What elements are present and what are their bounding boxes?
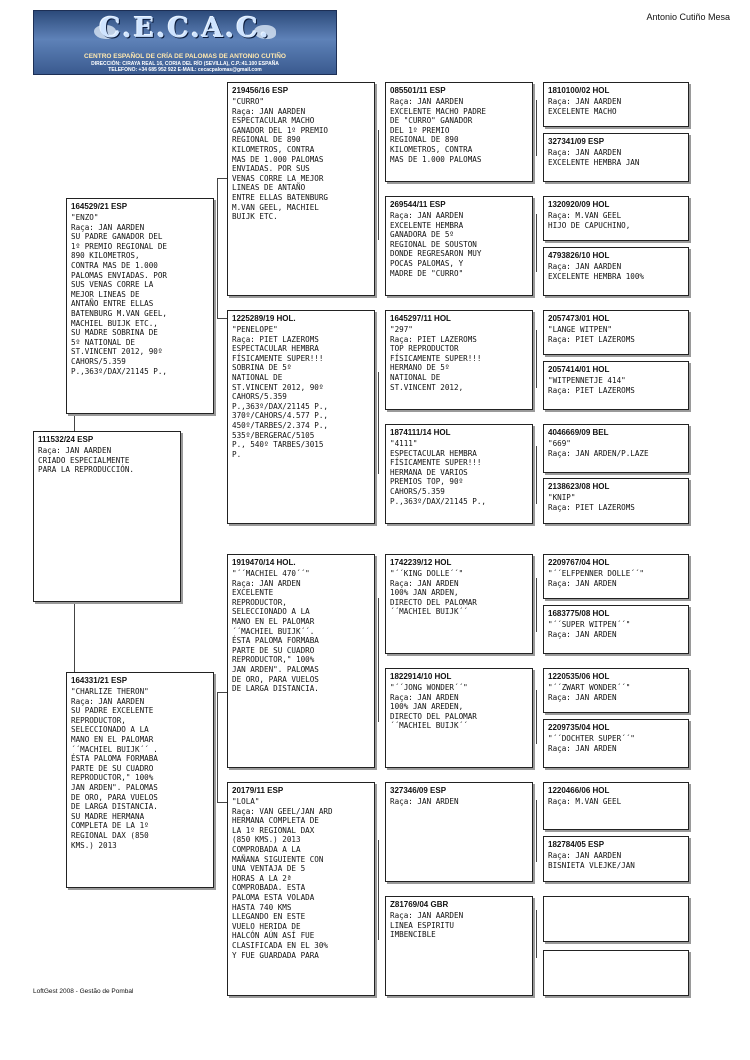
- connector: [217, 178, 218, 318]
- ring-number: 2209767/04 HOL: [548, 558, 610, 567]
- card-details: "669" Raça: JAN ARDEN/P.LAZE: [548, 439, 649, 458]
- logo-title: C.E.C.A.C.: [99, 13, 271, 44]
- connector: [536, 446, 537, 504]
- connector: [536, 910, 537, 958]
- card-details: "PENELOPE" Raça: PIET LAZEROMS ESPECTACULAR HEMBRA FÍSICAMENTE SUPER!!! SOBRINA DE 5º NATIONAL DE ST.VINCENT 2012, 90º CAHORS/5.359 P.,363º/DAX/21145 P., 370º/CAHORS/4.577 P., 450º/TARBES/2.374 P., 535º/BERGERAC/5105 P., 540º TARBES/3015 P.: [232, 325, 329, 459]
- card-details: Raça: JAN AARDEN EXCELENTE HEMBRA JAN: [548, 148, 640, 167]
- pedigree-card-sire-sire[interactable]: [227, 82, 375, 296]
- card-details: "ENZO" Raça: JAN AARDEN SU PADRE GANADOR DEL 1º PREMIO REGIONAL DE 890 KILOMETROS, CONTRA MAS DE 1.000 PALOMAS ENVIADAS. POR SUS VENAS CORRE LA MEJOR LINEAS DE ANTAÑO ENTRE ELLAS BATENBURG M.VAN GEEL, MACHIEL BUIJK ETC., SU MADRE SOBRINA DE 5º NATIONAL DE ST.VINCENT 2012, 90º CAHORS/5.359 P.,363º/DAX/21145 P.,: [71, 213, 168, 376]
- connector: [217, 692, 227, 693]
- card-details: Raça: JAN AARDEN EXCELENTE HEMBRA 100%: [548, 262, 645, 281]
- ring-number: 1220466/06 HOL: [548, 786, 610, 795]
- pedigree-card-g3[interactable]: [543, 196, 689, 241]
- card-details: "´´ZWART WONDER´´" Raça: JAN ARDEN: [548, 683, 631, 702]
- card-details: "´´ELFPENNER DOLLE´´" Raça: JAN ARDEN: [548, 569, 645, 588]
- ring-number: 327341/09 ESP: [548, 137, 605, 146]
- pedigree-card-ssd[interactable]: [385, 196, 533, 296]
- pedigree-card-sire-dam[interactable]: [227, 310, 375, 524]
- card-details: Raça: JAN AARDEN EXCELENTE HEMBRA GANADORA DE 5º REGIONAL DE SOUSTON DONDE REGRESARON MUY POCAS PALOMAS, Y MADRE DE "CURRO": [390, 211, 482, 278]
- card-details: "´´SUPER WITPEN´´" Raça: JAN ARDEN: [548, 620, 631, 639]
- pedigree-card-g11[interactable]: [543, 668, 689, 713]
- card-details: Raça: JAN AARDEN LINEA ESPIRITU IMBENCIBLE: [390, 911, 464, 940]
- ring-number: 1645297/11 HOL: [390, 314, 451, 323]
- pedigree-card-g12[interactable]: [543, 719, 689, 768]
- connector: [74, 602, 75, 672]
- card-details: "´´MACHIEL 470´´" Raça: JAN ARDEN EXCELENTE REPRODUCTOR, SELECCIONADO A LA MANO EN EL PALOMAR ´´MACHIEL BUIJK´´. ÉSTA PALOMA FORMABA PARTE DE SU CUADRO REPRODUCTOR," 100% JAN ARDEN". PALOMAS DE ORO, PARA VUELOS DE LARGA DISTANCIA.: [232, 569, 319, 694]
- ring-number: 085501/11 ESP: [390, 86, 446, 95]
- pedigree-card-g8[interactable]: [543, 478, 689, 524]
- pedigree-card-sire[interactable]: [66, 198, 214, 414]
- pedigree-card-g6[interactable]: [543, 361, 689, 410]
- ring-number: 1919470/14 HOL.: [232, 558, 296, 567]
- cecac-logo: [33, 10, 337, 75]
- ring-number: 4046669/09 BEL: [548, 428, 609, 437]
- pedigree-card-dam-sire[interactable]: [227, 554, 375, 768]
- ring-number: 219456/16 ESP: [232, 86, 289, 95]
- pedigree-card-g9[interactable]: [543, 554, 689, 599]
- pedigree-card-g14[interactable]: [543, 836, 689, 882]
- card-details: "WITPENNETJE 414" Raça: PIET LAZEROMS: [548, 376, 635, 395]
- card-details: Raça: JAN AARDEN CRIADO ESPECIALMENTE PARA LA REPRODUCCIÓN.: [38, 446, 135, 475]
- pedigree-card-dsd[interactable]: [385, 668, 533, 768]
- pedigree-card-g13[interactable]: [543, 782, 689, 830]
- connector: [536, 100, 537, 156]
- pedigree-card-sds[interactable]: [385, 310, 533, 410]
- pedigree-card-dam[interactable]: [66, 672, 214, 888]
- connector: [217, 692, 218, 802]
- card-details: "LOLA" Raça: VAN GEEL/JAN ARD HERMANA COMPLETA DE LA 1º REGIONAL DAX (850 KMS.) 2013 COMPROBADA A LA MAÑANA SIGUIENTE CON UNA VENTAJA DE 5 HORAS A LA 2ª COMPROBADA. ESTA PALOMA ESTA VOLADA HASTA 740 KMS LLEGANDO EN ESTE VUELO HERIDA DE HALCÓN AÚN ASÍ FUE CLASIFICADA EN EL 30% Y FUE GUARDADA PARA: [232, 797, 333, 960]
- ring-number: Z81769/04 GBR: [390, 900, 449, 909]
- ring-number: 4793826/10 HOL: [548, 251, 610, 260]
- connector: [536, 690, 537, 744]
- logo-line-1: CENTRO ESPAÑOL DE CRÍA DE PALOMAS DE ANTONIO CUTIÑO: [84, 53, 286, 60]
- ring-number: 327346/09 ESP: [390, 786, 447, 795]
- pedigree-card-g5[interactable]: [543, 310, 689, 355]
- pedigree-card-dss[interactable]: [385, 554, 533, 654]
- connector: [378, 598, 379, 722]
- ring-number: 2209735/04 HOL: [548, 723, 610, 732]
- card-details: "´´KING DOLLE´´" Raça: JAN ARDEN 100% JAN ARDEN, DIRECTO DEL PALOMAR ´´MACHIEL BUIJK´´: [390, 569, 477, 617]
- connector: [536, 578, 537, 632]
- card-details: "´´JONG WONDER´´" Raça: JAN ARDEN 100% JAN AREDEN, DIRECTO DEL PALOMAR ´´MACHIEL BUIJK´´: [390, 683, 477, 731]
- owner-name: Antonio Cutiño Mesa: [646, 12, 730, 22]
- card-details: "297" Raça: PIET LAZEROMS TOP REPRODUCTOR FÍSICAMENTE SUPER!!! HERMANO DE 5º NATIONAL DE ST.VINCENT 2012,: [390, 325, 482, 392]
- pedigree-card-g7[interactable]: [543, 424, 689, 473]
- pedigree-card-g15-empty[interactable]: [543, 896, 689, 942]
- logo-line-2: DIRECCIÓN: C/RAYA REAL 16, CORIA DEL RÍO (SEVILLA), C.P.:41.100 ESPAÑA: [91, 61, 279, 67]
- ring-number: 164529/21 ESP: [71, 202, 128, 211]
- card-details: Raça: JAN AARDEN EXCELENTE MACHO: [548, 97, 622, 116]
- card-details: "4111" ESPECTACULAR HEMBRA FÍSICAMENTE SUPER!!! HERMANA DE VARIOS PREMIOS TOP, 90º CAHORS/5.359 P.,363º/DAX/21145 P.,: [390, 439, 487, 506]
- connector: [217, 318, 227, 319]
- connector: [378, 372, 379, 474]
- connector: [378, 130, 379, 240]
- card-details: "LANGE WITPEN" Raça: PIET LAZEROMS: [548, 325, 635, 344]
- connector: [378, 840, 379, 940]
- connector: [536, 800, 537, 862]
- ring-number: 1225289/19 HOL.: [232, 314, 296, 323]
- pedigree-card-sdd[interactable]: [385, 424, 533, 524]
- ring-number: 1742239/12 HOL: [390, 558, 452, 567]
- card-details: Raça: M.VAN GEEL: [548, 797, 622, 806]
- ring-number: 2057473/01 HOL: [548, 314, 610, 323]
- pedigree-card-sss[interactable]: [385, 82, 533, 182]
- card-details: "KNIP" Raça: PIET LAZEROMS: [548, 493, 635, 512]
- pedigree-card-dam-dam[interactable]: [227, 782, 375, 996]
- ring-number: 111532/24 ESP: [38, 435, 94, 444]
- card-details: Raça: JAN AARDEN BISNIETA VLEJKE/JAN: [548, 851, 635, 870]
- ring-number: 1683775/08 HOL: [548, 609, 610, 618]
- ring-number: 20179/11 ESP: [232, 786, 284, 795]
- pedigree-card-subject[interactable]: [33, 431, 181, 602]
- card-details: Raça: JAN ARDEN: [390, 797, 459, 806]
- pedigree-card-g2[interactable]: [543, 133, 689, 182]
- pedigree-card-dds[interactable]: [385, 782, 533, 882]
- card-details: "´´DOCHTER SUPER´´" Raça: JAN ARDEN: [548, 734, 635, 753]
- footer-credit: LoftGest 2008 - Gestão de Pombal: [33, 988, 134, 995]
- ring-number: 182784/05 ESP: [548, 840, 605, 849]
- pedigree-card-g16-empty[interactable]: [543, 950, 689, 996]
- connector: [536, 214, 537, 272]
- pedigree-card-ddd[interactable]: [385, 896, 533, 996]
- connector: [217, 178, 227, 179]
- ring-number: 1220535/06 HOL: [548, 672, 610, 681]
- ring-number: 1874111/14 HOL: [390, 428, 451, 437]
- ring-number: 1320920/09 HOL: [548, 200, 610, 209]
- pedigree-card-g4[interactable]: [543, 247, 689, 296]
- card-details: "CURRO" Raça: JAN AARDEN ESPECTACULAR MACHO GANADOR DEL 1º PREMIO REGIONAL DE 890 KILOMETROS, CONTRA MAS DE 1.000 PALOMAS ENVIADAS. POR SUS VENAS CORRE LA MEJOR LINEAS DE ANTAÑO ENTRE ELLAS BATENBURG M.VAN GEEL, MACHIEL BUIJK ETC.: [232, 97, 329, 222]
- pedigree-card-g1[interactable]: [543, 82, 689, 127]
- ring-number: 1822914/10 HOL: [390, 672, 452, 681]
- ring-number: 164331/21 ESP: [71, 676, 128, 685]
- ring-number: 2138623/08 HOL: [548, 482, 610, 491]
- card-details: Raça: JAN AARDEN EXCELENTE MACHO PADRE DE "CURRO" GANADOR DEL 1º PREMIO REGIONAL DE 890 KILOMETROS, CONTRA MAS DE 1.000 PALOMAS: [390, 97, 487, 164]
- ring-number: 269544/11 ESP: [390, 200, 446, 209]
- ring-number: 2057414/01 HOL: [548, 365, 610, 374]
- card-details: "CHARLIZE THERON" Raça: JAN AARDEN SU PADRE EXCELENTE REPRODUCTOR, SELECCIONADO A LA MANO EN EL PALOMAR ´´MACHIEL BUIJK´´ . ÉSTA PALOMA FORMABA PARTE DE SU CUADRO REPRODUCTOR," 100% JAN ARDEN". PALOMAS DE ORO, PARA VUELOS DE LARGA DISTANCIA. SU MADRE HERMANA COMPLETA DE LA 1º REGIONAL DAX (850 KMS.) 2013: [71, 687, 158, 850]
- logo-line-3: TELEFONO: +34 685 952 922 E-MAIL: cecacpalomas@gmail.com: [108, 67, 262, 73]
- ring-number: 1810100/02 HOL: [548, 86, 610, 95]
- connector: [217, 802, 227, 803]
- connector: [536, 330, 537, 388]
- pedigree-card-g10[interactable]: [543, 605, 689, 654]
- card-details: Raça: M.VAN GEEL HIJO DE CAPUCHINO,: [548, 211, 631, 230]
